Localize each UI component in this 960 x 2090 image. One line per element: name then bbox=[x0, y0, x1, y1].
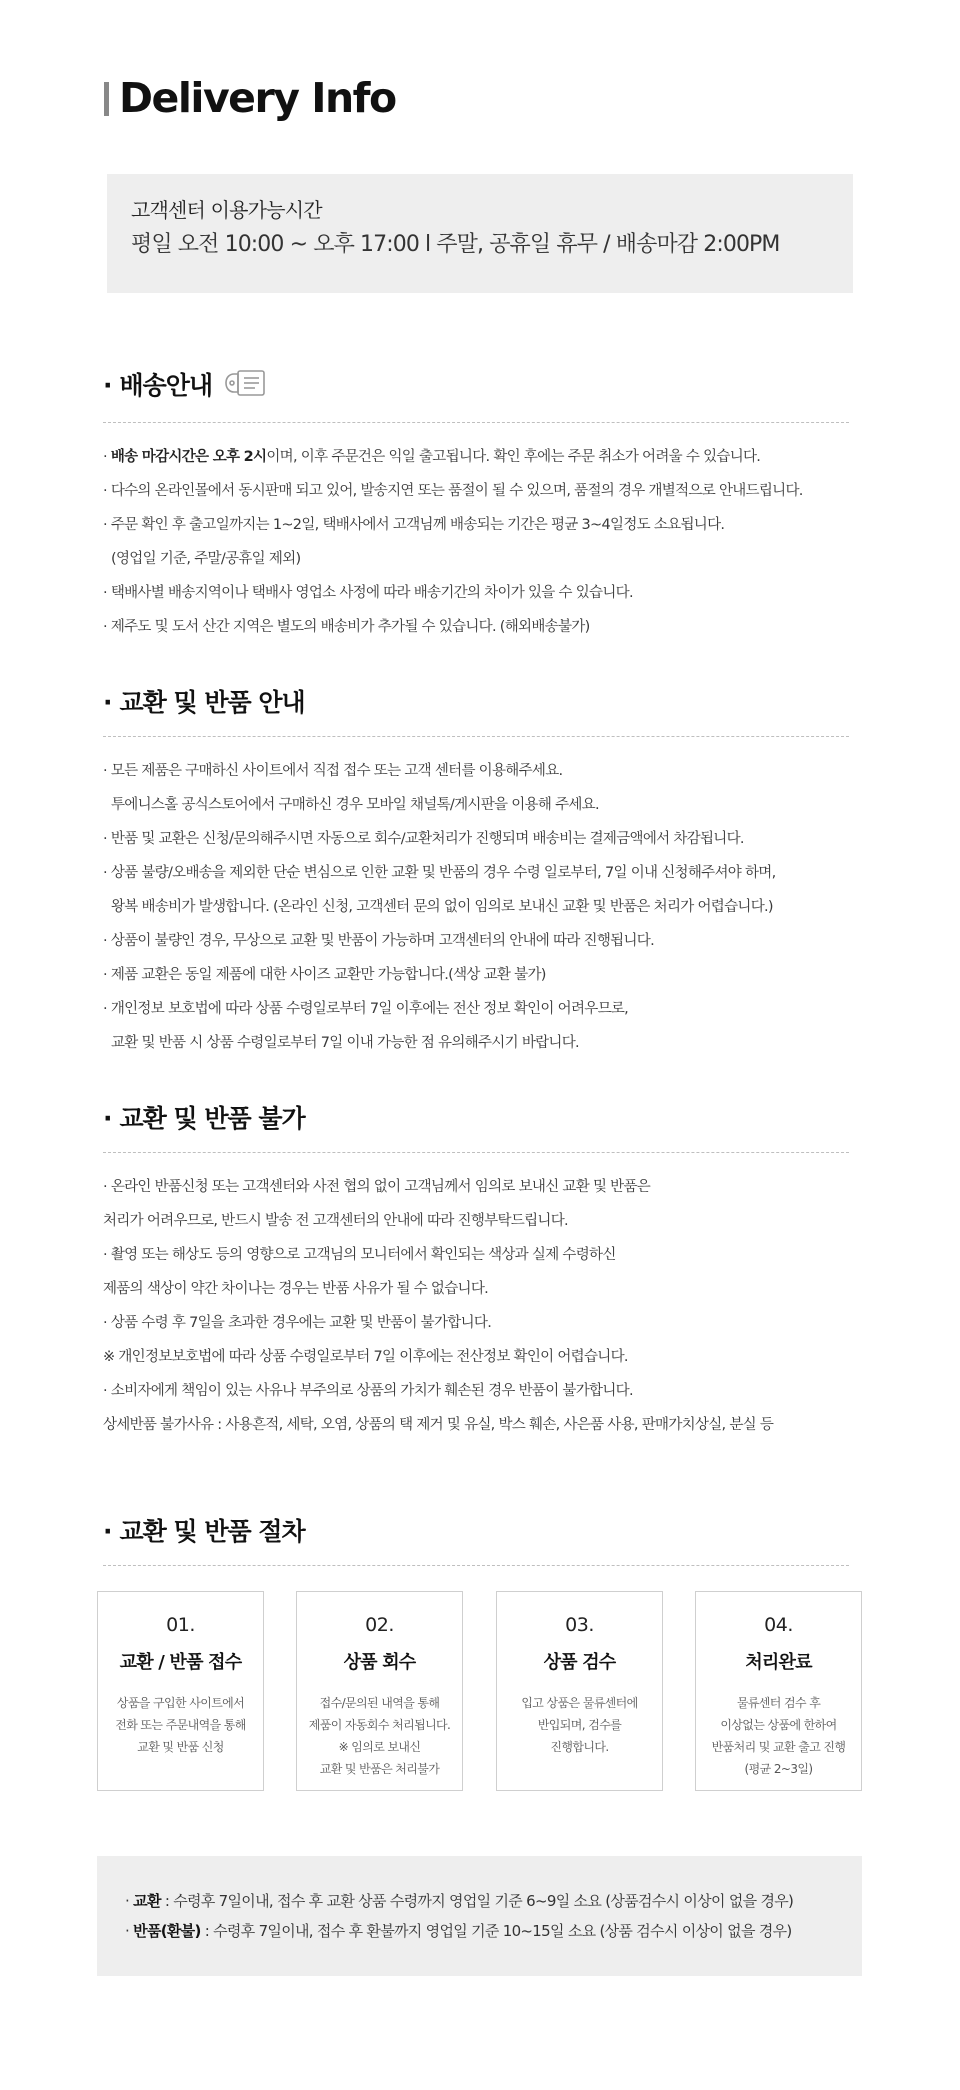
delivery-section bbox=[103, 369, 851, 644]
list-item: · 개인정보 보호법에 따라 상품 수령일로부터 7일 이후에는 전산 정보 확인이 어려우므로, bbox=[103, 1001, 629, 1017]
exchange-duration-text: : 수령후 7일이내, 접수 후 교환 상품 수령까지 영업일 기준 6~9일 소요 (상품검수시 이상이 없을 경우) bbox=[160, 1892, 794, 1910]
exchange-label: 교환 bbox=[133, 1892, 161, 1910]
list-item: · 소비자에게 책임이 있는 사유나 부주의로 상품의 가치가 훼손된 경우 반품이 불가합니다. bbox=[103, 1383, 633, 1399]
step-card bbox=[97, 1591, 264, 1791]
step-desc-line: 입고 상품은 물류센터에 bbox=[521, 1696, 638, 1710]
section-heading bbox=[103, 369, 851, 401]
list-item: · 제주도 및 도서 산간 지역은 별도의 배송비가 추가될 수 있습니다. (해외배송불가) bbox=[103, 619, 590, 635]
delivery-heading: 배송안내 bbox=[119, 370, 213, 400]
title-accent-bar bbox=[104, 82, 109, 116]
list-item: 제품의 색상이 약간 차이나는 경우는 반품 사유가 될 수 없습니다. bbox=[103, 1281, 489, 1297]
procedure-steps bbox=[97, 1591, 864, 1791]
step-desc-line: 전화 또는 주문내역을 통해 bbox=[115, 1718, 246, 1732]
step-desc-line: 이상없는 상품에 한하여 bbox=[720, 1718, 837, 1732]
refund-label: 반품(환불) bbox=[133, 1922, 201, 1940]
list-item: · 제품 교환은 동일 제품에 대한 사이즈 교환만 가능합니다.(색상 교환 불가) bbox=[103, 967, 546, 983]
unavailable-lines bbox=[103, 1170, 851, 1442]
step-card bbox=[296, 1591, 463, 1791]
section-divider bbox=[103, 422, 849, 423]
step-desc-line: (평균 2~3일) bbox=[744, 1762, 813, 1776]
step-description bbox=[696, 1692, 861, 1780]
step-card bbox=[496, 1591, 663, 1791]
bullet: · bbox=[125, 1922, 130, 1940]
section-divider bbox=[103, 736, 849, 737]
step-desc-line: 교환 및 반품 신청 bbox=[137, 1740, 224, 1754]
page-title bbox=[104, 74, 396, 122]
refund-duration-line bbox=[125, 1916, 862, 1946]
hours-label: 고객센터 이용가능시간 bbox=[131, 198, 322, 222]
exchange-guide-section bbox=[103, 690, 851, 1060]
hours-value: 평일 오전 10:00 ~ 오후 17:00 l 주말, 공휴일 휴무 / 배송마감 2:00PM bbox=[131, 232, 780, 257]
list-item: · 온라인 반품신청 또는 고객센터와 사전 협의 없이 고객님께서 임의로 보내신 교환 및 반품은 bbox=[103, 1179, 651, 1195]
step-desc-line: 상품을 구입한 사이트에서 bbox=[116, 1696, 245, 1710]
step-description bbox=[497, 1692, 662, 1758]
step-title: 상품 검수 bbox=[543, 1652, 616, 1673]
heading-bullet: · bbox=[103, 1104, 112, 1133]
list-item: · 주문 확인 후 출고일까지는 1~2일, 택배사에서 고객님께 배송되는 기간은 평균 3~4일정도 소요됩니다. bbox=[103, 517, 725, 533]
list-item: ※ 개인정보보호법에 따라 상품 수령일로부터 7일 이후에는 전산정보 확인이 어렵습니다. bbox=[103, 1349, 628, 1365]
step-desc-line: 접수/문의된 내역을 통해 bbox=[319, 1696, 440, 1710]
list-item: 왕복 배송비가 발생합니다. (온라인 신청, 고객센터 문의 없이 임의로 보내신 교환 및 반품은 처리가 어렵습니다.) bbox=[111, 899, 773, 915]
exchange-unavailable-section bbox=[103, 1106, 851, 1442]
bullet: · bbox=[125, 1892, 130, 1910]
step-title: 처리완료 bbox=[745, 1652, 812, 1673]
section-divider bbox=[103, 1152, 849, 1153]
customer-center-hours-box bbox=[107, 174, 853, 293]
step-desc-line: 물류센터 검수 후 bbox=[736, 1696, 821, 1710]
cutoff-time-bold: 배송 마감시간은 오후 2시 bbox=[110, 449, 267, 465]
list-item: · 다수의 온라인몰에서 동시판매 되고 있어, 발송지연 또는 품절이 될 수 있으며, 품절의 경우 개별적으로 안내드립니다. bbox=[103, 483, 803, 499]
processing-time-notice bbox=[97, 1856, 862, 1976]
delivery-lines bbox=[103, 440, 851, 644]
section-divider bbox=[103, 1565, 849, 1566]
procedure-section bbox=[103, 1519, 851, 1566]
heading-bullet: · bbox=[103, 1517, 112, 1546]
bullet: · bbox=[103, 449, 107, 465]
list-item: · 상품 불량/오배송을 제외한 단순 변심으로 인한 교환 및 반품의 경우 수령 일로부터, 7일 이내 신청해주셔야 하며, bbox=[103, 865, 776, 881]
step-desc-line: ※ 임의로 보내신 bbox=[338, 1740, 421, 1754]
step-description bbox=[98, 1692, 263, 1758]
step-number: 01. bbox=[166, 1614, 195, 1636]
exchange-duration-line bbox=[125, 1886, 862, 1916]
step-title: 상품 회수 bbox=[343, 1652, 416, 1673]
list-item: · 상품 수령 후 7일을 초과한 경우에는 교환 및 반품이 불가합니다. bbox=[103, 1315, 492, 1331]
step-number: 02. bbox=[365, 1614, 394, 1636]
step-desc-line: 교환 및 반품은 처리불가 bbox=[319, 1762, 440, 1776]
list-item: · 모든 제품은 구매하신 사이트에서 직접 접수 또는 고객 센터를 이용해주세요. bbox=[103, 763, 563, 779]
section-heading bbox=[103, 1519, 851, 1544]
heading-bullet: · bbox=[103, 688, 112, 717]
list-item: 투에니스홀 공식스토어에서 구매하신 경우 모바일 채널톡/게시판을 이용해 주세요. bbox=[111, 797, 599, 813]
list-item: (영업일 기준, 주말/공휴일 제외) bbox=[111, 551, 301, 567]
section-heading bbox=[103, 690, 851, 715]
list-item: · 상품이 불량인 경우, 무상으로 교환 및 반품이 가능하며 고객센터의 안내에 따라 진행됩니다. bbox=[103, 933, 654, 949]
step-desc-line: 진행합니다. bbox=[550, 1740, 609, 1754]
heading-bullet: · bbox=[103, 370, 112, 400]
step-title: 교환 / 반품 접수 bbox=[119, 1652, 242, 1673]
exchange-lines bbox=[103, 754, 851, 1060]
step-number: 04. bbox=[764, 1614, 793, 1636]
list-item: 처리가 어려우므로, 반드시 발송 전 고객센터의 안내에 따라 진행부탁드립니다. bbox=[103, 1213, 568, 1229]
procedure-heading: 교환 및 반품 절차 bbox=[119, 1517, 305, 1546]
list-item: · 택배사별 배송지역이나 택배사 영업소 사정에 따라 배송기간의 차이가 있을 수 있습니다. bbox=[103, 585, 633, 601]
step-description bbox=[297, 1692, 462, 1780]
exchange-heading: 교환 및 반품 안내 bbox=[119, 688, 305, 717]
list-item bbox=[103, 440, 851, 474]
step-number: 03. bbox=[565, 1614, 594, 1636]
section-heading bbox=[103, 1106, 851, 1131]
list-item: · 반품 및 교환은 신청/문의해주시면 자동으로 회수/교환처리가 진행되며 배송비는 결제금액에서 차감됩니다. bbox=[103, 831, 744, 847]
step-card bbox=[695, 1591, 862, 1791]
list-item: · 촬영 또는 해상도 등의 영향으로 고객님의 모니터에서 확인되는 색상과 실제 수령하신 bbox=[103, 1247, 616, 1263]
list-item: 상세반품 불가사유 : 사용흔적, 세탁, 오염, 상품의 택 제거 및 유실, 박스 훼손, 사은품 사용, 판매가치상실, 분실 등 bbox=[103, 1417, 774, 1433]
refund-duration-text: : 수령후 7일이내, 접수 후 환불까지 영업일 기준 10~15일 소요 (상품 검수시 이상이 없을 경우) bbox=[200, 1922, 792, 1940]
step-desc-line: 반입되며, 검수를 bbox=[537, 1718, 622, 1732]
list-item: 교환 및 반품 시 상품 수령일로부터 7일 이내 가능한 점 유의해주시기 바랍니다. bbox=[111, 1035, 579, 1051]
page-title-text: Delivery Info bbox=[119, 74, 396, 122]
memo-icon bbox=[224, 369, 266, 401]
step-desc-line: 제품이 자동회수 처리됩니다. bbox=[308, 1718, 451, 1732]
unavailable-heading: 교환 및 반품 불가 bbox=[119, 1104, 305, 1133]
cutoff-time-text: 이며, 이후 주문건은 익일 출고됩니다. 확인 후에는 주문 취소가 어려울 수 있습니다. bbox=[266, 449, 761, 465]
step-desc-line: 반품처리 및 교환 출고 진행 bbox=[711, 1740, 846, 1754]
